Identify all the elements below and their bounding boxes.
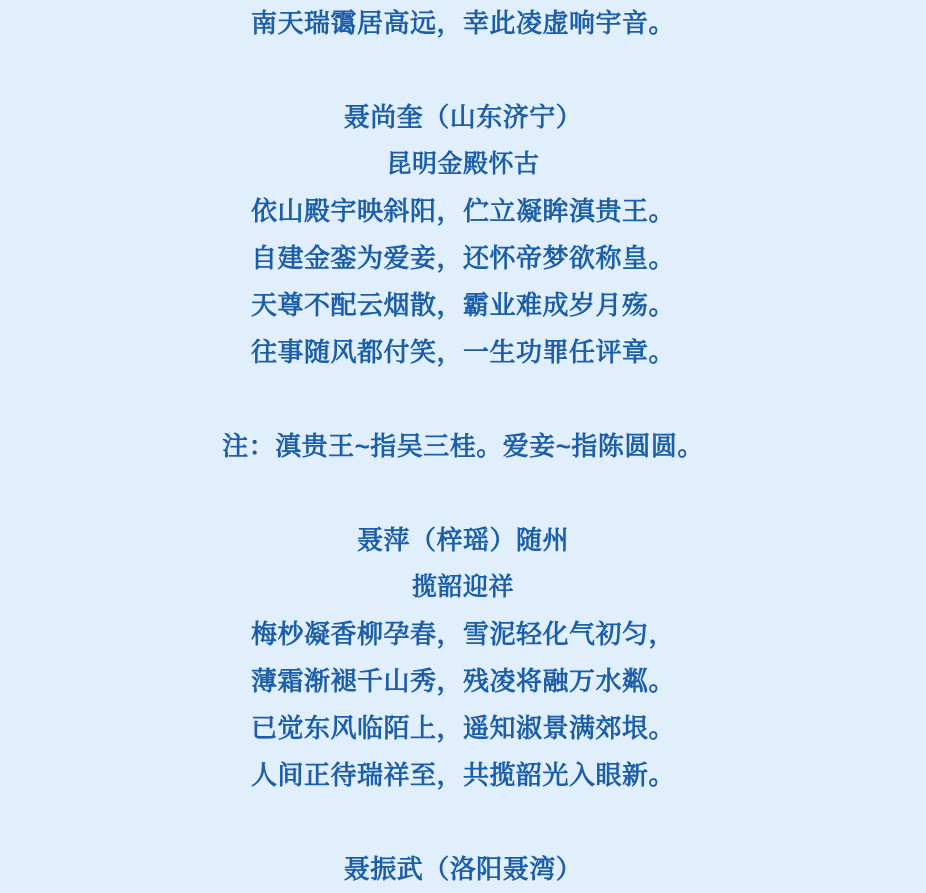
poem-title: 揽韶迎祥 [411, 573, 514, 601]
poem-line: 已觉东风临陌上，遥知淑景满郊垠。 [250, 713, 675, 743]
paragraph-spacer [0, 799, 926, 846]
poem-line: 南天瑞霭居高远，幸此凌虚响宇音。 [250, 8, 675, 38]
paragraph-spacer [0, 470, 926, 517]
poem-line: 梅杪凝香柳孕春，雪泥轻化气初匀， [250, 619, 675, 649]
paragraph-spacer [0, 47, 926, 94]
poem-author: 聂振武（洛阳聂湾） [343, 854, 583, 884]
poem-line: 往事随风都付笑，一生功罪任评章。 [250, 337, 675, 367]
poem-line: 人间正待瑞祥至，共揽韶光入眼新。 [250, 760, 675, 790]
poem-author: 聂尚奎（山东济宁） [343, 102, 583, 132]
poem-line: 薄霜渐褪千山秀，残凌将融万水粼。 [250, 666, 675, 696]
paragraph-spacer [0, 376, 926, 423]
poem-author: 聂萍（梓瑶）随州 [356, 525, 569, 555]
poem-line: 自建金銮为爱妾，还怀帝梦欲称皇。 [250, 243, 675, 273]
poem-line: 天尊不配云烟散，霸业难成岁月殇。 [250, 290, 675, 320]
poem-title: 昆明金殿怀古 [386, 150, 540, 178]
poem-line: 依山殿宇映斜阳，伫立凝眸滇贵王。 [250, 196, 675, 226]
poem-note: 注：滇贵王~指吴三桂。爱妾~指陈圆圆。 [222, 431, 704, 461]
